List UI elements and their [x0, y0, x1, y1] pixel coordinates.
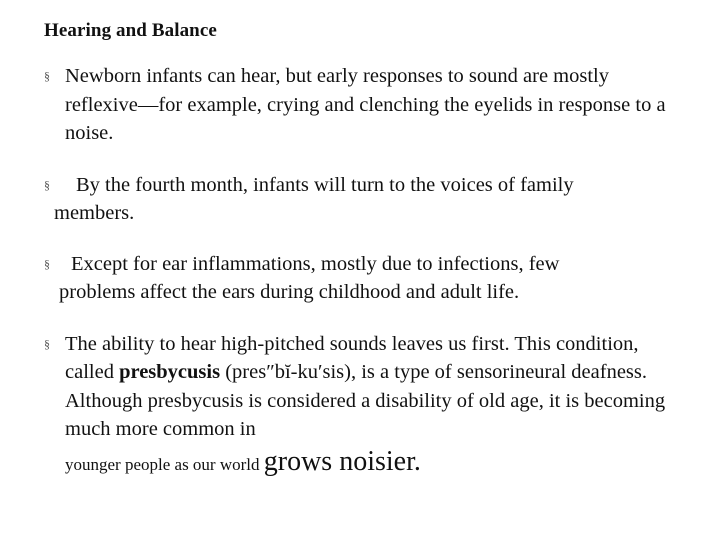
bullet-list — [44, 62, 684, 483]
list-item — [44, 250, 684, 307]
bullet-text-line: problems affect the ears during childhood and adult life. — [59, 281, 520, 303]
bullet-text — [54, 173, 684, 228]
list-item — [44, 62, 684, 148]
bullet-text-segment: younger people as our world — [65, 454, 264, 474]
list-item — [44, 330, 684, 483]
bullet-icon: § — [44, 256, 50, 271]
slide-title: Hearing and Balance — [44, 20, 217, 41]
term-presbycusis: presbycusis — [119, 361, 221, 383]
bullet-text-segment: , is a type of sensorineural deafness. Although presbycusis is considered a disability of old age, it is becoming much more common in — [65, 361, 666, 440]
emphasis-text: grows noisier. — [263, 445, 421, 477]
bullet-text — [59, 252, 684, 307]
pronunciation: (pres″bĭ-ku′sis) — [220, 361, 351, 383]
bullet-last-line — [65, 444, 684, 483]
bullet-text-segment: The ability to hear high-pitched sounds leaves us first. This condition, called — [65, 332, 639, 383]
bullet-text-line: Except for ear inflammations, mostly due to infections, few — [71, 252, 560, 275]
list-item — [44, 171, 684, 228]
bullet-icon: § — [44, 177, 50, 192]
bullet-text-line: By the fourth month, infants will turn to the voices of family — [76, 173, 574, 196]
bullet-icon: § — [44, 336, 50, 351]
bullet-text-line: members. — [54, 202, 135, 224]
bullet-text: Newborn infants can hear, but early responses to sound are mostly reflexive—for example, crying and clenching the eyelids in response to a noise. — [65, 65, 666, 144]
bullet-icon: § — [44, 69, 50, 83]
bullet-text — [65, 333, 684, 483]
